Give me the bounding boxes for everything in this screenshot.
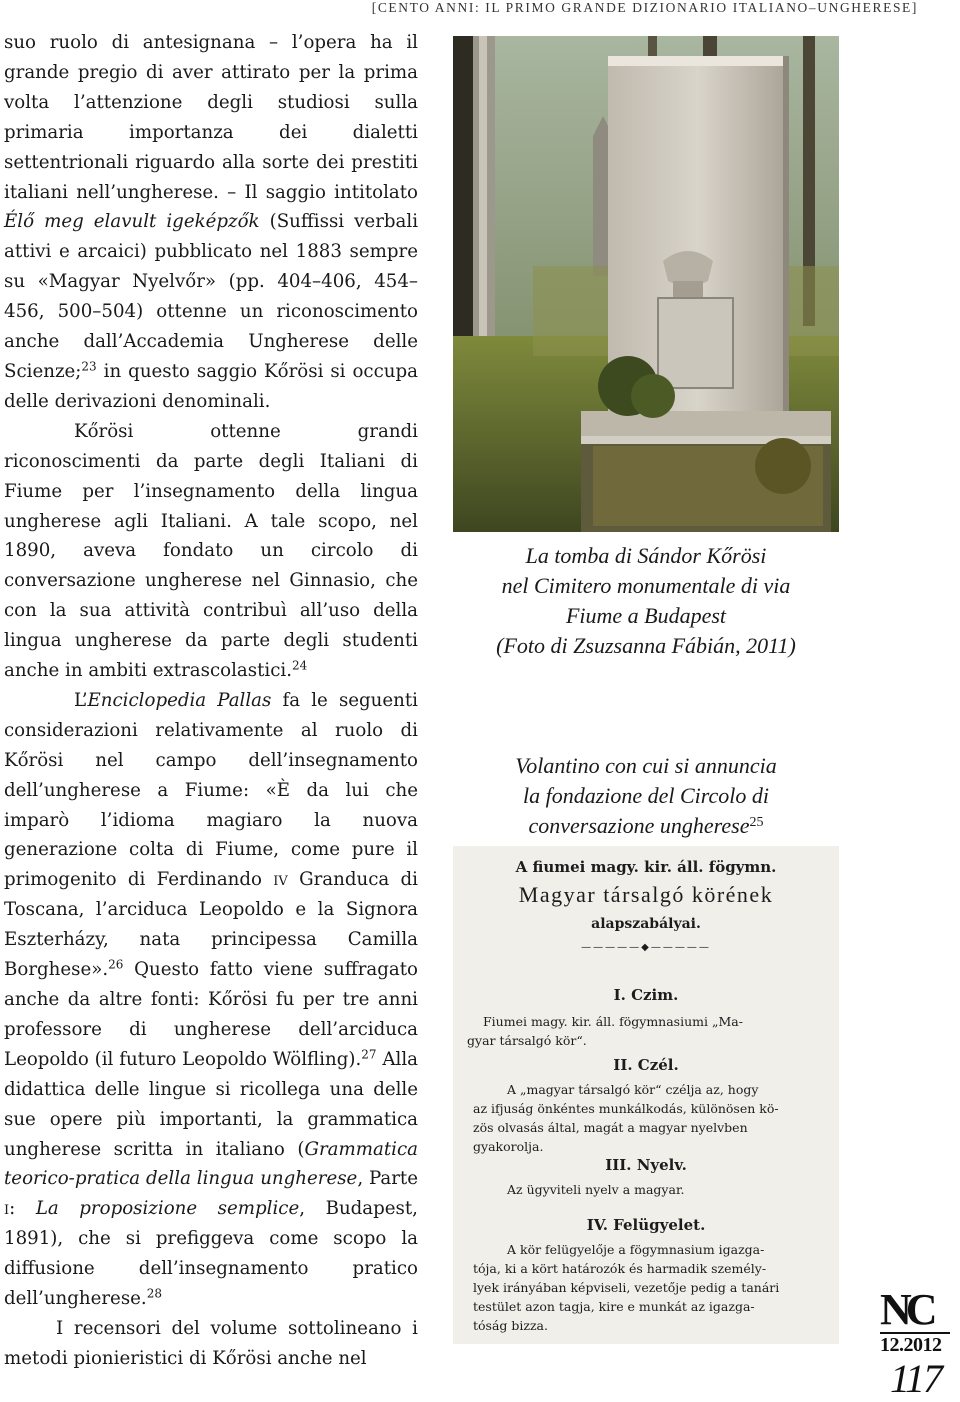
logo-letters: NC xyxy=(880,1285,932,1334)
text-run: (Suffissi verbali attivi e arcaici) pubblicato nel 1883 sempre su «Magyar Nyelvőr» (pp. 404–406, 454–456, 500–504) ottenne un riconoscimento anche dall’Accademia Ungherese delle Scienze; xyxy=(4,211,419,382)
text-run: Alla didattica delle lingue si ricollega una delle sue opere più importanti, la grammatica ungherese scritta in italiano ( xyxy=(4,1048,418,1160)
photo-caption xyxy=(446,541,846,661)
flyer-line: gyakorolja. xyxy=(473,1139,544,1154)
flyer-line: gyar társalgó kör“. xyxy=(467,1033,587,1048)
footnote-ref[interactable]: 27 xyxy=(361,1047,377,1062)
tomb-photo xyxy=(453,36,839,532)
flyer-line: az ifjuság önkéntes munkálkodás, különösen kö- xyxy=(473,1101,779,1116)
flyer-line: A „magyar társalgó kör“ czélja az, hogy xyxy=(507,1082,759,1097)
text-run: I recensori del volume sottolineano i metodi pionieristici di Kőrösi anche nel xyxy=(4,1317,418,1369)
text-run: fa le seguenti considerazioni relativamente al ruolo di Kőrösi nel campo dell’insegnamento dell’ungherese a Fiume: «È da lui che imparò l’idioma magiaro la nuova generazione colta di Fiume, come pure il primogenito di Ferdinando xyxy=(4,689,418,891)
flyer-line: Az ügyviteli nyelv a magyar. xyxy=(507,1182,685,1197)
flyer-line: tóság bizza. xyxy=(473,1318,548,1333)
page-number: 117 xyxy=(890,1356,942,1401)
text-run: , Budapest, 1891), che si prefiggeva come scopo la diffusione dell’insegnamento pratico dell’ungherese. xyxy=(4,1198,418,1310)
flyer-heading: alapszabályai. xyxy=(591,916,701,932)
italic-title: Grammatica teorico-pratica della lingua ungherese xyxy=(4,1138,418,1190)
footnote-ref[interactable]: 26 xyxy=(108,957,124,972)
text-run: in questo saggio Kőrösi si occupa delle derivazioni denominali. xyxy=(4,360,418,412)
text-run: Granduca di Toscana, l’arciduca Leopoldo e la Signora Eszterházy, nata principessa Camilla Borghese». xyxy=(4,869,418,981)
roman-numeral: iv xyxy=(273,869,288,891)
text-run: L’ xyxy=(74,689,88,711)
flyer-scan xyxy=(453,846,839,1344)
flyer-section-title: III. Nyelv. xyxy=(605,1156,687,1174)
paragraph-1 xyxy=(4,28,418,417)
flyer-line: Fiumei magy. kir. áll. fögymnasiumi „Ma- xyxy=(483,1014,743,1029)
tomb-photo-illustration xyxy=(453,36,839,532)
caption-line: nel Cimitero monumentale di via xyxy=(501,573,791,598)
flyer-section-title: I. Czim. xyxy=(613,986,679,1004)
flyer-heading: A fiumei magy. kir. áll. fögymn. xyxy=(515,858,777,876)
main-text-column xyxy=(4,28,418,1374)
journal-logo xyxy=(880,1285,950,1356)
italic-title: La proposizione semplice xyxy=(35,1198,300,1220)
italic-title: Enciclopedia Pallas xyxy=(87,689,272,711)
footnote-ref[interactable]: 25 xyxy=(749,815,764,830)
caption-line: Fiume a Budapest xyxy=(565,603,727,628)
footnote-ref[interactable]: 24 xyxy=(292,658,308,673)
text-run: : xyxy=(9,1198,36,1220)
paragraph-2 xyxy=(4,417,418,686)
flyer-ornament: —————◆————— xyxy=(581,942,711,953)
caption-line: La tomba di Sándor Kőrösi xyxy=(525,543,767,568)
flyer-line: A kör felügyelője a fögymnasium igazga- xyxy=(507,1242,765,1257)
text-run: suo ruolo di antesignana – l’opera ha il grande pregio di aver attirato per la prima volta l’attenzione degli studiosi sulla primaria importanza dei dialetti settentrionali riguardo alla sorte dei prestiti italiani nell’ungherese. – Il saggio intitolato xyxy=(4,32,418,203)
flyer-heading: Magyar társalgó körének xyxy=(518,882,774,907)
caption-line: (Foto di Zsuzsanna Fábián, 2011) xyxy=(496,633,796,658)
roman-numeral: i xyxy=(4,1198,10,1220)
text-run: , Parte xyxy=(357,1168,418,1190)
flyer-line: testület azon tagja, kire e munkát az igazga- xyxy=(473,1299,755,1314)
running-head: [CENTO ANNI: IL PRIMO GRANDE DIZIONARIO ITALIANO–UNGHERESE] xyxy=(371,0,918,15)
flyer-section-title: II. Czél. xyxy=(613,1056,679,1074)
flyer-line: tója, ki a kört határozók és harmadik személy- xyxy=(473,1261,767,1276)
flyer-line: lyek irányában képviseli, vezetője pedig a tanári xyxy=(473,1280,780,1295)
paragraph-3 xyxy=(4,686,418,1314)
flyer-caption xyxy=(446,751,846,841)
text-run: Kőrösi ottenne grandi riconoscimenti da parte degli Italiani di Fiume per l’insegnamento della lingua ungherese agli Italiani. A tale scopo, nel 1890, aveva fondato un circolo di conversazione ungherese nel Ginnasio, che con la sua attività contribuì all’uso della lingua ungherese da parte degli studenti anche in ambiti extrascolastici. xyxy=(4,420,418,682)
logo-issue: 12.2012 xyxy=(880,1332,950,1355)
footnote-ref[interactable]: 28 xyxy=(146,1286,162,1301)
flyer-section-title: IV. Felügyelet. xyxy=(586,1216,706,1234)
flyer-line: zös olvasás által, magát a magyar nyelvben xyxy=(473,1120,748,1135)
text-run: Questo fatto viene suffragato anche da altre fonti: Kőrösi fu per tre anni professore di ungherese dell’arciduca Leopoldo (il futuro Leopoldo Wölfling). xyxy=(4,959,418,1070)
paragraph-4 xyxy=(4,1314,418,1374)
footnote-ref[interactable]: 23 xyxy=(81,359,97,374)
caption-line: conversazione ungherese xyxy=(528,813,750,838)
caption-line: Volantino con cui si annuncia xyxy=(515,753,777,778)
caption-line: la fondazione del Circolo di xyxy=(522,783,770,808)
italic-title: Élő meg elavult igeképzők xyxy=(4,211,260,233)
